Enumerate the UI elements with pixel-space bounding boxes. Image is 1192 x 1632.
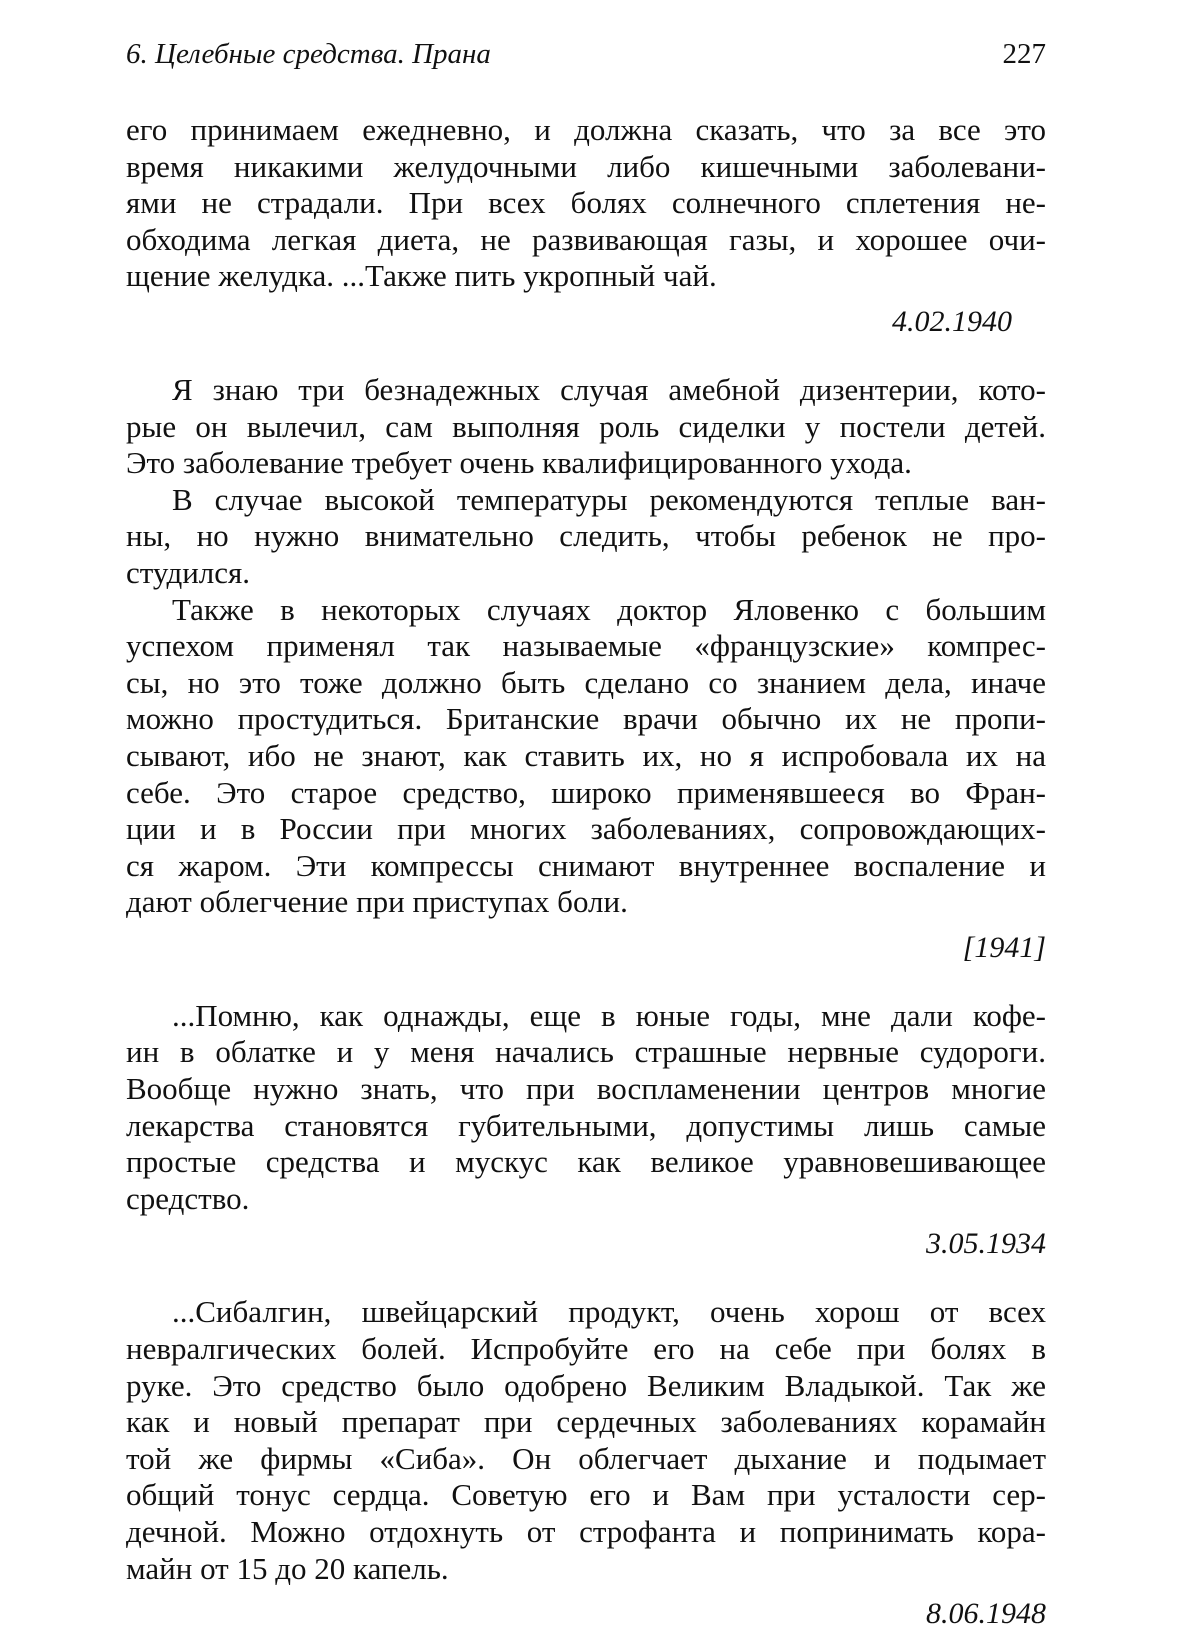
text-line: рые он вылечил, сам выполняя роль сиделки у постели детей. — [126, 408, 1046, 444]
text-line: успехом применял так называемые «французские» компрес- — [126, 628, 1046, 664]
body-text — [126, 112, 1046, 1632]
text-line: сывают, ибо не знают, как ставить их, но я испробовала их на — [126, 737, 1046, 773]
text-line: щение желудка. ...Также пить укропный чай. — [126, 258, 717, 294]
text-line: ции и в России при многих заболеваниях, сопровождающих- — [126, 811, 1046, 847]
text-line: ны, но нужно внимательно следить, чтобы ребенок не про- — [126, 518, 1046, 554]
text-line: Вообще нужно знать, что при воспламенении центров многие — [126, 1071, 1046, 1107]
text-line: той же фирмы «Сиба». Он облегчает дыхание и подымает — [126, 1440, 1046, 1476]
text-line: дают облегчение при приступах боли. — [126, 884, 628, 920]
text-line: время никакими желудочными либо кишечными заболевани- — [126, 148, 1046, 184]
text-line: В случае высокой температуры рекомендуются теплые ван- — [172, 481, 1046, 517]
letter-date: 8.06.1948 — [926, 1597, 1046, 1631]
book-page — [126, 36, 1046, 1632]
text-line: ...Сибалгин, швейцарский продукт, очень хорош от всех — [172, 1294, 1046, 1330]
text-line: ся жаром. Эти компрессы снимают внутреннее воспаление и — [126, 847, 1046, 883]
text-line: средство. — [126, 1180, 250, 1216]
text-line: его принимаем ежедневно, и должна сказать, что за все это — [126, 112, 1046, 147]
text-line: как и новый препарат при сердечных заболеваниях корамайн — [126, 1404, 1046, 1440]
text-line: Я знаю три безнадежных случая амебной дизентерии, кото- — [172, 371, 1046, 407]
text-line: сы, но это тоже должно быть сделано со знанием дела, иначе — [126, 664, 1046, 700]
text-line: дечной. Можно отдохнуть от строфанта и попринимать кора- — [126, 1514, 1046, 1549]
text-line: Также в некоторых случаях доктор Яловенко с большим — [172, 591, 1046, 627]
text-line: ями не страдали. При всех болях солнечного сплетения не- — [126, 185, 1046, 221]
letter-date: [1941] — [962, 930, 1046, 964]
text-line: студился. — [126, 554, 251, 590]
text-line: ...Помню, как однажды, еще в юные годы, мне дали кофе- — [172, 997, 1046, 1033]
page-number: 227 — [1002, 38, 1046, 70]
text-line: ин в облатке и у меня начались страшные нервные судороги. — [126, 1034, 1046, 1070]
text-line: лекарства становятся губительными, допустимы лишь самые — [126, 1107, 1046, 1143]
text-line: общий тонус сердца. Советую его и Вам при усталости сер- — [126, 1477, 1046, 1513]
text-line: Это заболевание требует очень квалифицированного ухода. — [126, 445, 912, 481]
running-head — [126, 36, 1046, 72]
text-line: себе. Это старое средство, широко применявшееся во Фран- — [126, 774, 1046, 810]
section-title: 6. Целебные средства. Прана — [126, 38, 491, 70]
text-line: майн от 15 до 20 капель. — [126, 1550, 449, 1586]
text-line: руке. Это средство было одобрено Великим Владыкой. Так же — [126, 1367, 1046, 1403]
text-line: простые средства и мускус как великое уравновешивающее — [126, 1144, 1046, 1180]
letter-date: 3.05.1934 — [926, 1227, 1046, 1261]
letter-date: 4.02.1940 — [892, 304, 1012, 338]
text-line: обходима легкая диета, не развивающая газы, и хорошее очи- — [126, 221, 1046, 257]
text-line: невралгических болей. Испробуйте его на себе при болях в — [126, 1331, 1046, 1367]
text-line: можно простудиться. Британские врачи обычно их не пропи- — [126, 701, 1046, 737]
